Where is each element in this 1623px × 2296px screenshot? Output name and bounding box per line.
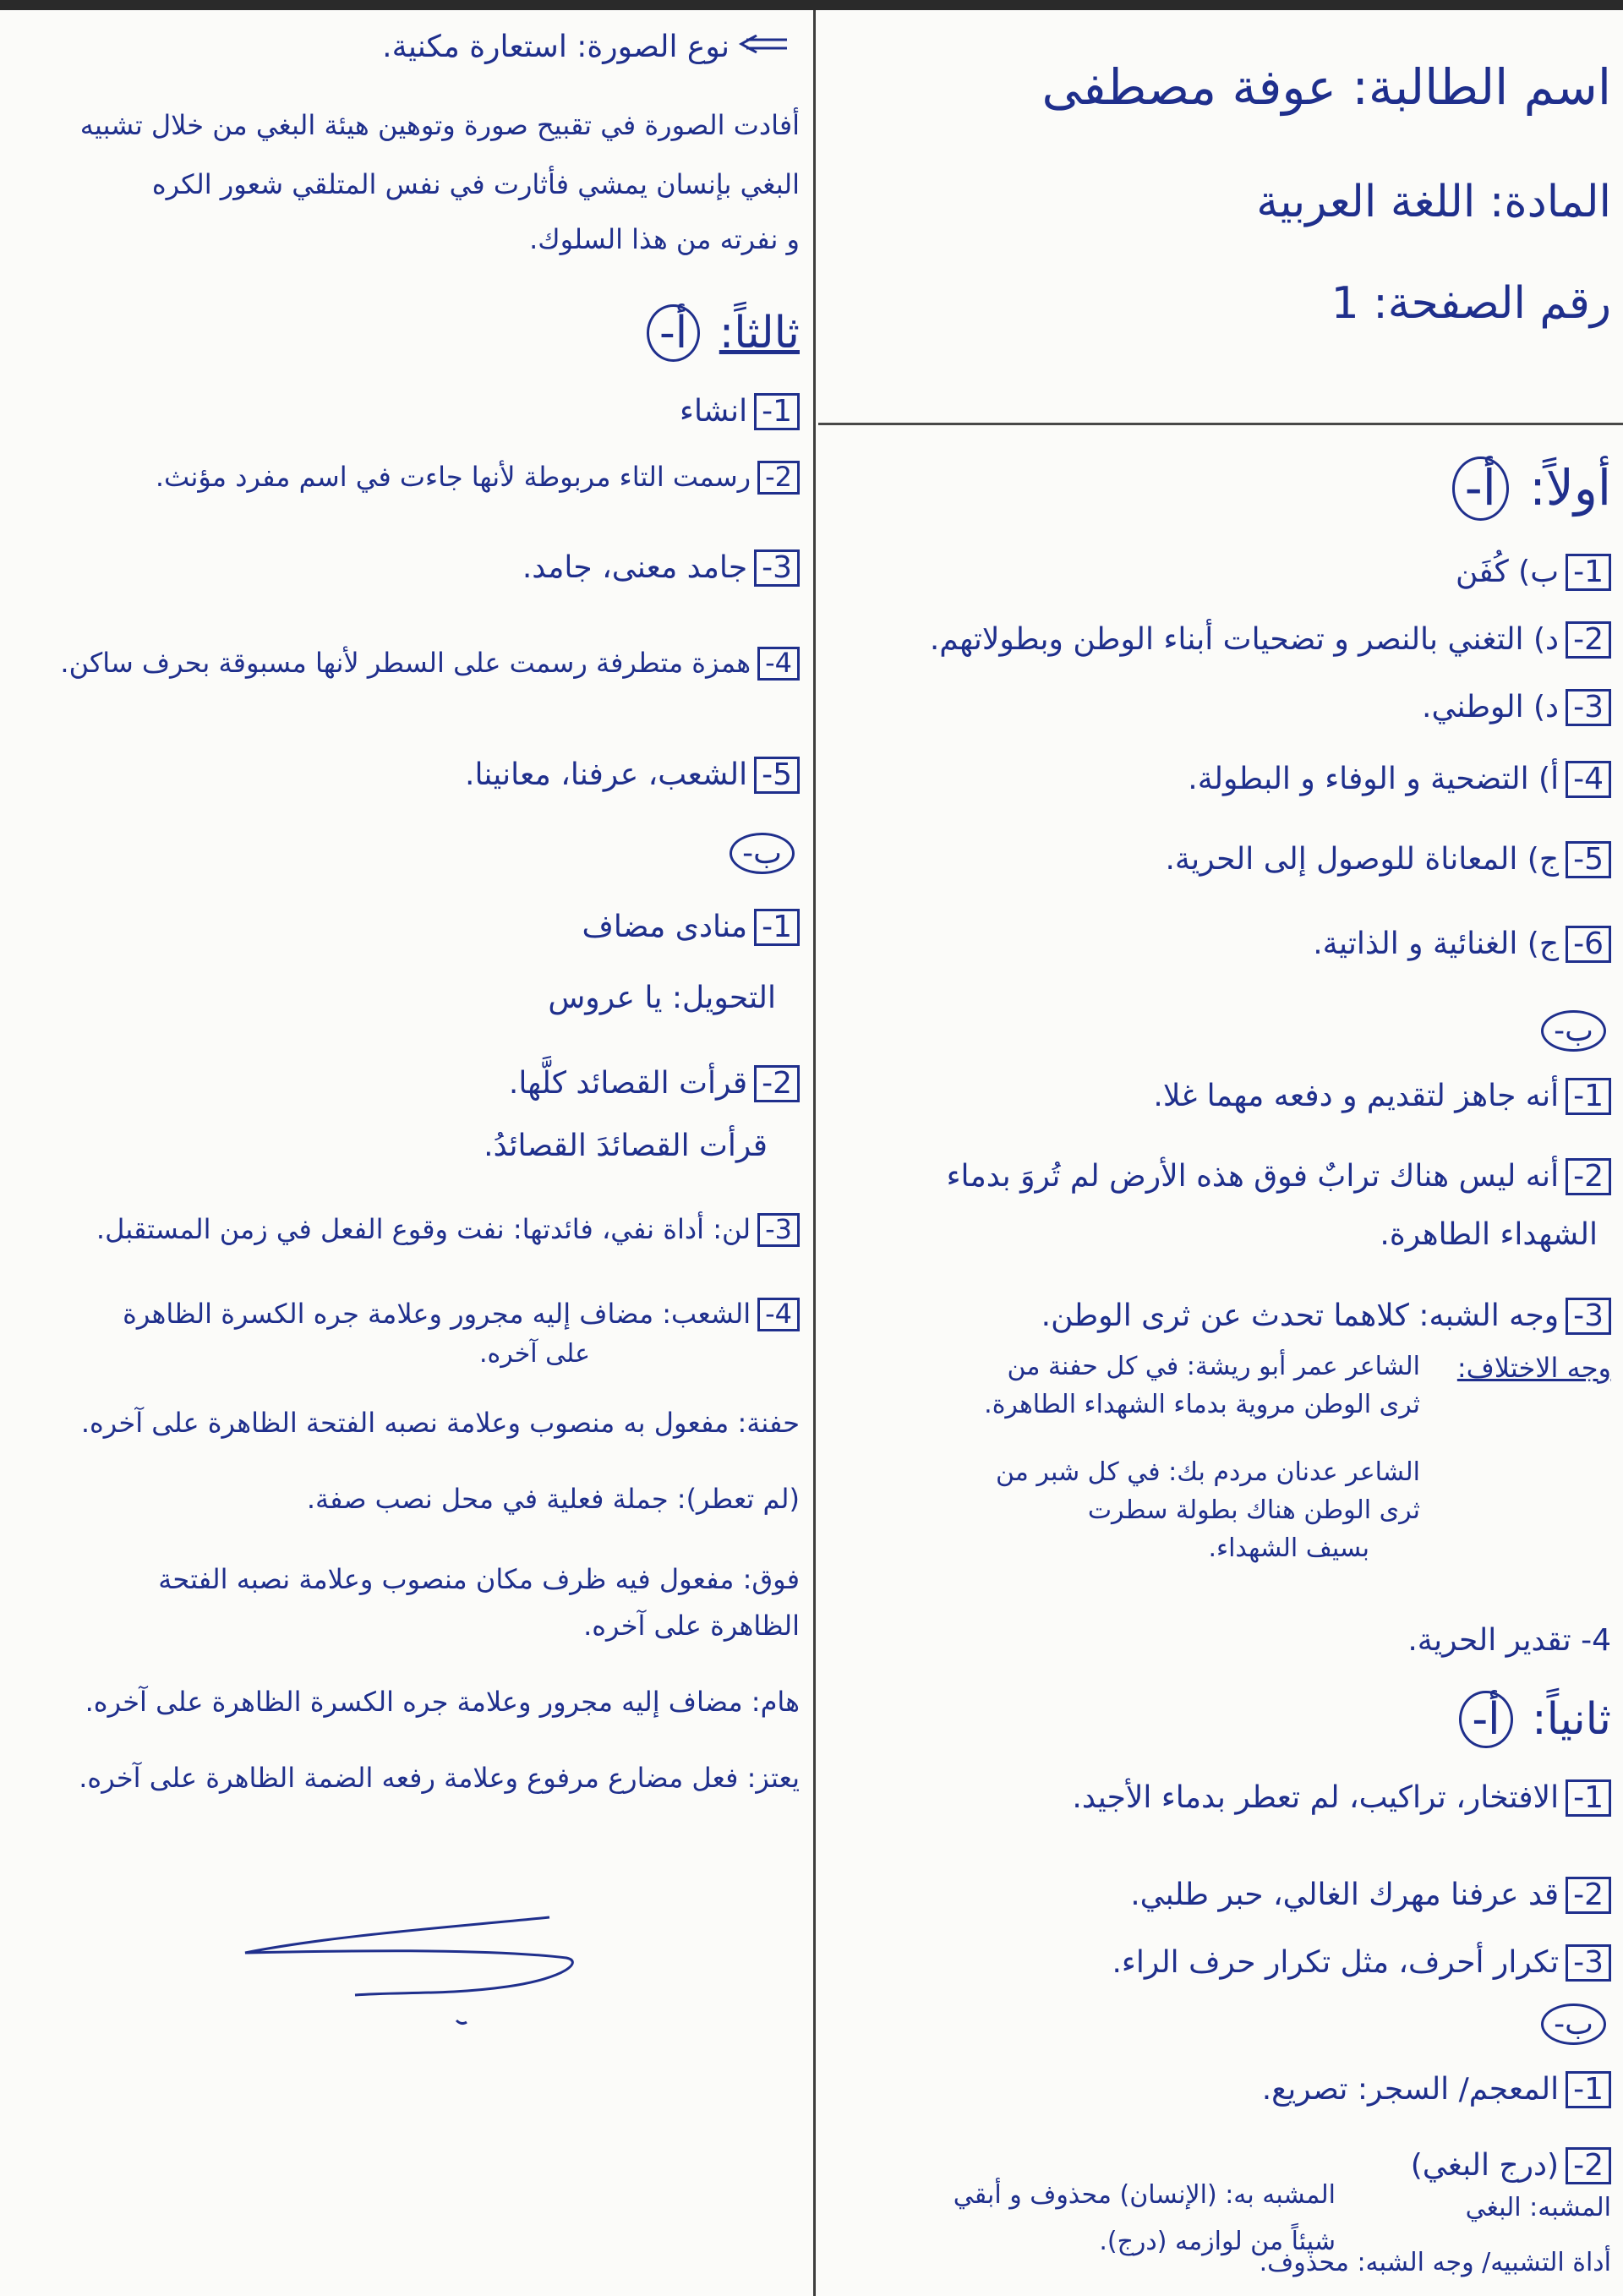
- list-item: 1-ب) كُفَن: [1456, 554, 1611, 591]
- list-item-continuation: قرأت القصائدَ القصائدُ.: [484, 1129, 768, 1163]
- parsing-line: (لم تعطر): جملة فعلية في محل نصب صفة.: [306, 1483, 800, 1515]
- list-item-continuation: الشهداء الطاهرة.: [1380, 1217, 1598, 1252]
- difference-line: بسيف الشهداء.: [1208, 1533, 1369, 1563]
- difference-line: ثرى الوطن مروية بدماء الشهداء الطاهرة.: [984, 1390, 1420, 1419]
- part-b-marker: ب-: [730, 833, 800, 874]
- part-a-marker: أ-: [1452, 456, 1509, 521]
- list-item: 4-أ) التضحية و الوفاء و البطولة.: [1188, 761, 1611, 798]
- difference-line: الشاعر عمر أبو ريشة: في كل حفنة من: [1007, 1352, 1420, 1381]
- list-item: 4-همزة متطرفة رسمت على السطر لأنها مسبوقة بحرف ساكن.: [60, 647, 800, 681]
- list-item: 4- تقدير الحرية.: [1407, 1623, 1611, 1658]
- difference-line: الشاعر عدنان مردم بك: في كل شبر من: [995, 1457, 1420, 1487]
- parsing-line: فوق: مفعول فيه ظرف مكان منصوب وعلامة نصبه الفتحة: [158, 1563, 800, 1595]
- list-item: 3-جامد معنى، جامد.: [522, 549, 800, 587]
- list-item: 2-رسمت التاء مربوطة لأنها جاءت في اسم مفرد مؤنث.: [156, 461, 800, 495]
- section-title-first: أولاً: أ-: [1452, 456, 1611, 521]
- analysis-line: أداة التشبيه/ وجه الشبه: محذوف.: [1259, 2248, 1611, 2277]
- list-item: 3-لن: أداة نفي، فائدتها: نفت وقوع الفعل في زمن المستقبل.: [96, 1213, 800, 1247]
- analysis-line: شيئاً من لوازمه (درج).: [1099, 2227, 1336, 2256]
- left-column: [0, 0, 810, 2296]
- list-item: 5-ج) المعاناة للوصول إلى الحرية.: [1165, 841, 1611, 878]
- difference-line: ثرى الوطن هناك بطولة سطرت: [1087, 1495, 1420, 1525]
- list-item: 2-(درج البغي): [1411, 2147, 1611, 2184]
- parsing-line: يعتز: فعل مضارع مرفوع وعلامة رفعه الضمة الظاهرة على آخره.: [79, 1762, 800, 1794]
- list-item: 3-تكرار أحرف، مثل تكرار حرف الراء.: [1112, 1944, 1611, 1982]
- effect-line: و نفرته من هذا السلوك.: [529, 223, 800, 255]
- list-item-continuation: التحويل: يا عروس: [548, 981, 776, 1015]
- image-type: نوع الصورة: استعارة مكنية.: [382, 30, 789, 64]
- effect-line: أفادت الصورة في تقبيح صورة وتوهين هيئة البغي من خلال تشبيه: [79, 109, 800, 141]
- signature: [228, 1911, 600, 2049]
- list-item: 2-قد عرفنا مهرك الغالي، حبر طلبي.: [1130, 1877, 1611, 1914]
- part-a-marker: أ-: [1459, 1691, 1512, 1748]
- effect-line: البغي بإنسان يمشي فأثارت في نفس المتلقي شعور الكره: [151, 168, 800, 200]
- difference-title: وجه الاختلاف:: [1456, 1352, 1611, 1384]
- part-b-marker: ب-: [1541, 2004, 1611, 2045]
- list-item: 3-وجه الشبه: كلاهما تحدث عن ثرى الوطن.: [1041, 1298, 1611, 1335]
- list-item: 2-قرأت القصائد كلَّها.: [509, 1065, 800, 1102]
- right-column: [824, 0, 1623, 2296]
- list-item: 4-الشعب: مضاف إليه مجرور وعلامة جره الكسرة الظاهرة: [123, 1298, 800, 1331]
- list-item: 3-د) الوطني.: [1422, 689, 1611, 726]
- column-divider: [813, 10, 816, 2296]
- student-name: اسم الطالبة: عوفة مصطفى: [1041, 58, 1611, 116]
- arrow-left-icon: [738, 30, 789, 64]
- page-number: رقم الصفحة: 1: [1331, 278, 1611, 329]
- parsing-line: الظاهرة على آخره.: [583, 1610, 800, 1642]
- list-item: 5-الشعب، عرفنا، معانينا.: [465, 757, 800, 794]
- part-b-marker: ب-: [1541, 1010, 1611, 1052]
- part-a-marker: أ-: [647, 304, 700, 362]
- list-item-continuation: على آخره.: [478, 1339, 590, 1369]
- list-item: 1-انشاء: [680, 393, 800, 430]
- list-item: 2-د) التغني بالنصر و تضحيات أبناء الوطن وبطولاتهم.: [930, 621, 1611, 659]
- analysis-line: المشبه: البغي: [1465, 2193, 1611, 2222]
- list-item: 2-أنه ليس هناك ترابٌ فوق هذه الأرض لم تُروَ بدماء: [947, 1158, 1611, 1195]
- list-item: 1-الافتخار، تراكيب، لم تعطر بدماء الأجيد.: [1072, 1779, 1611, 1817]
- analysis-line: المشبه به: (الإنسان) محذوف و أبقي: [953, 2180, 1336, 2210]
- parsing-line: هام: مضاف إليه مجرور وعلامة جره الكسرة الظاهرة على آخره.: [85, 1686, 800, 1718]
- list-item: 6-ج) الغنائية و الذاتية.: [1313, 926, 1611, 963]
- subject-name: المادة: اللغة العربية: [1256, 177, 1611, 227]
- list-item: 1-أنه جاهز لتقديم و دفعه مهما غلا.: [1153, 1078, 1611, 1115]
- section-title-third: ثالثاً: أ-: [647, 304, 800, 362]
- parsing-line: حفنة: مفعول به منصوب وعلامة نصبه الفتحة الظاهرة على آخره.: [80, 1407, 800, 1439]
- list-item: 1-منادى مضاف: [582, 909, 800, 946]
- section-title-second: ثانياً: أ-: [1459, 1691, 1611, 1748]
- list-item: 1-المعجم/ السجر: تصريع.: [1262, 2071, 1611, 2108]
